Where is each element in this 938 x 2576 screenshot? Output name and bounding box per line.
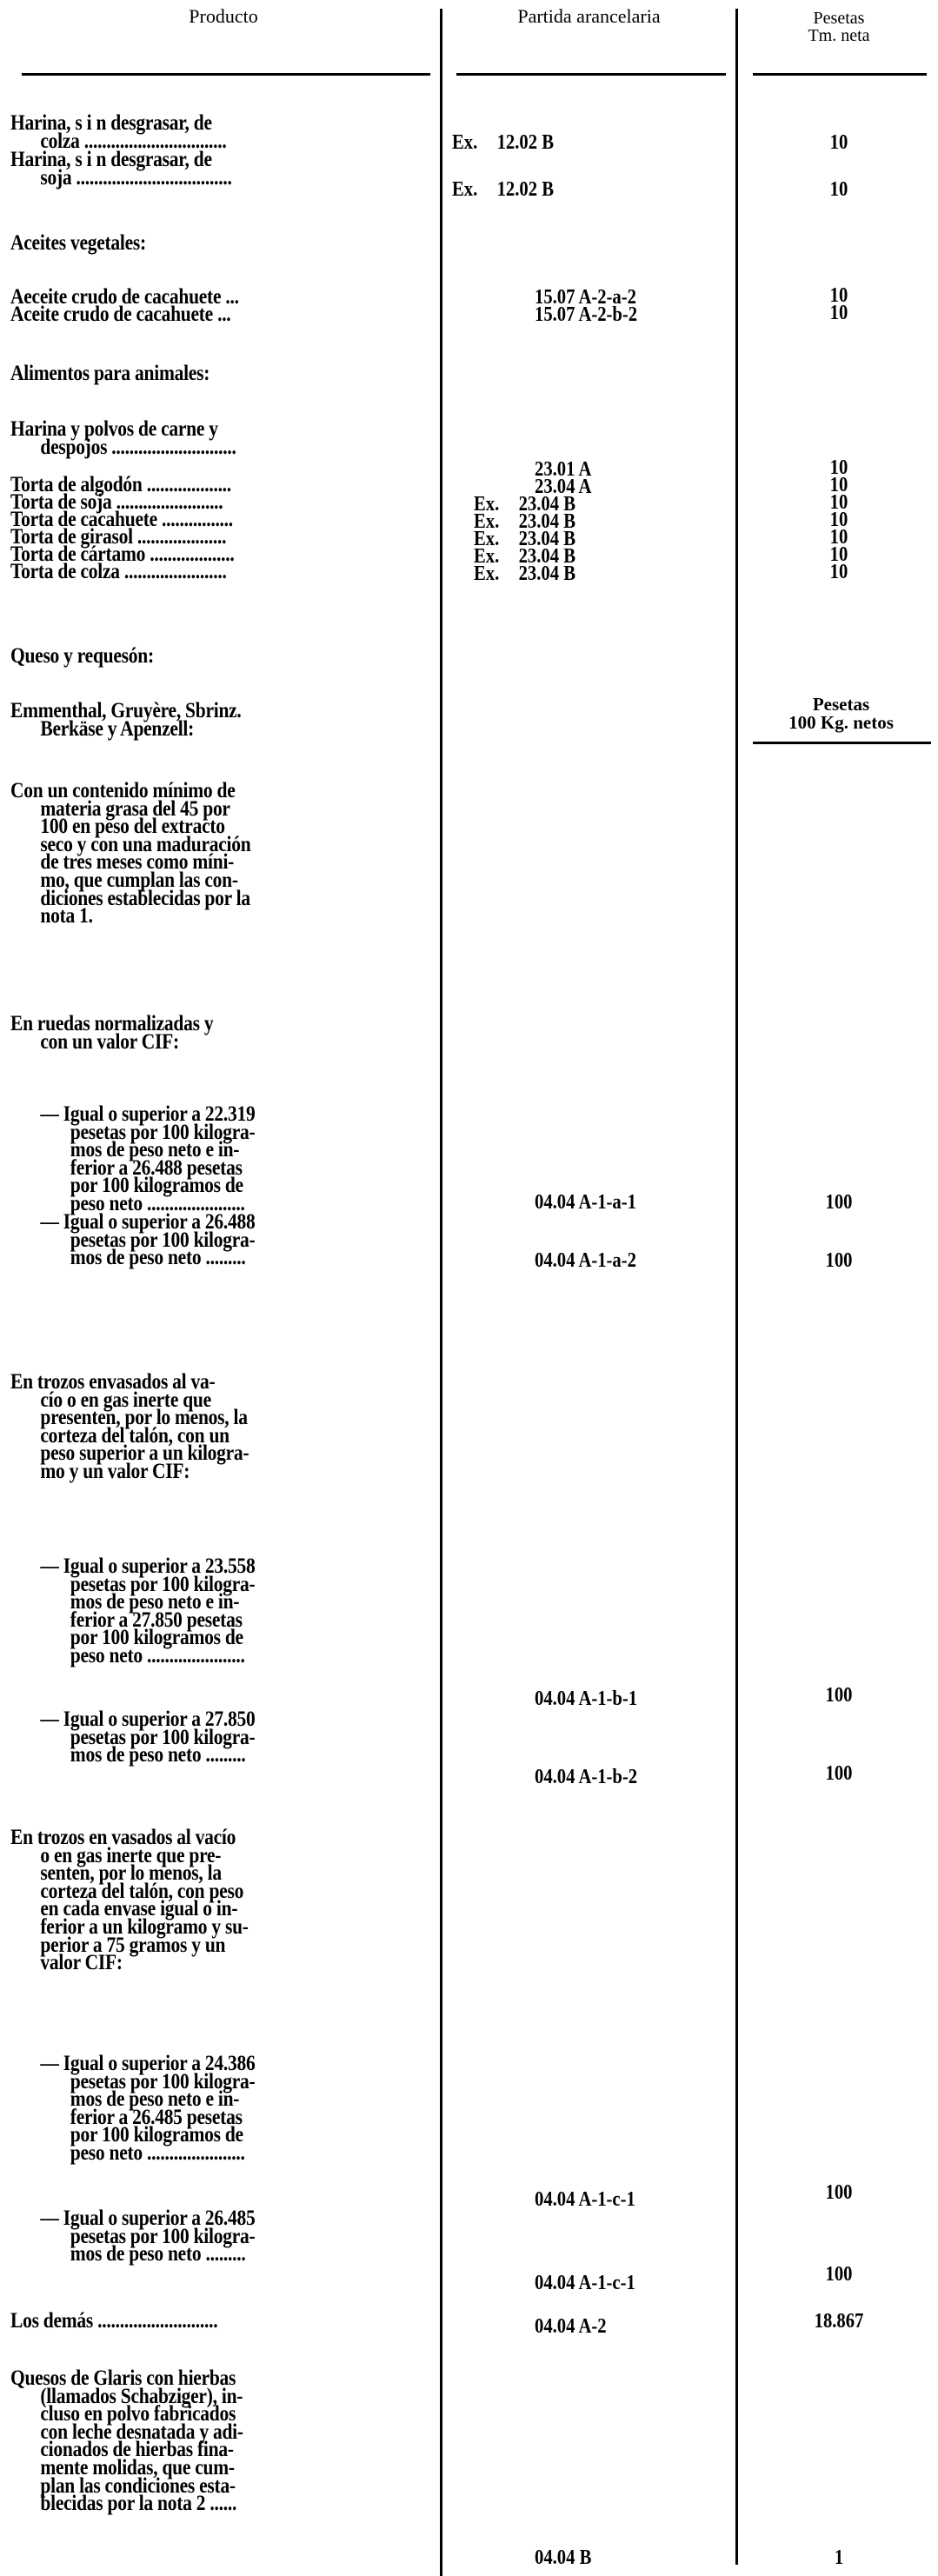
subheader-pesetas (748, 696, 935, 732)
description-block: Con un contenido mínimo de materia grasa del 45 por 100 en peso del extracto seco y con una maduración de tres meses como míni- mo, que cumplan las con- diciones establecidas por la nota 1. (10, 779, 251, 929)
value-cell: 100 (825, 2263, 853, 2286)
header-producto: Producto (189, 5, 258, 27)
product-cell: — Igual o superior a 22.319 pesetas por 100 kilogra- mos de peso neto e in- ferior a 26.488 pesetas por 100 kilogramos de peso neto ...................... (40, 1102, 256, 1215)
product-cell (10, 560, 376, 583)
section-heading: Aceites vegetales: (10, 231, 146, 255)
product-line: Torta de colza ....................... (10, 560, 227, 583)
partida-code: 04.04 A-2 (535, 2315, 607, 2338)
partida-code: 04.04 A-1-c-1 (535, 2272, 635, 2294)
product-line: Torta de soja ........................ (10, 490, 223, 514)
product-line: Harina y polvos de carne y (10, 417, 218, 441)
partida-cell (535, 2546, 774, 2569)
product-cell: Quesos de Glaris con hierbas (llamados Schabziger), in- cluso en polvo fabricados con leche desnatada y adi- cionados de hierbas fina- mente molidas, que cum- plan las condiciones esta- blecidas por la nota 2 ...... (10, 2366, 243, 2516)
value-cell: 10 (829, 131, 848, 154)
value-cell: 1 (834, 2546, 844, 2569)
partida-code: 23.04 B (518, 545, 575, 568)
partida-code: 23.04 B (518, 493, 575, 516)
header-pesetas-2: Tm. neta (808, 26, 870, 45)
value-cell: 100 (825, 1191, 853, 1214)
value-cell: 100 (825, 1762, 853, 1785)
product-cell: — Igual o superior a 27.850 pesetas por 100 kilogra- mos de peso neto ......... (40, 1707, 256, 1767)
partida-code: 23.04 B (518, 510, 575, 533)
partida-cell (535, 1687, 774, 1710)
partida-cell: Ex. 23.04 B (474, 562, 575, 585)
partida-cell: Ex. 23.04 B (474, 545, 575, 568)
column-divider-1 (440, 9, 442, 2576)
partida-code: 23.04 B (518, 562, 575, 585)
product-line: despojos ............................ (40, 435, 236, 459)
partida-code: 23.01 A (535, 458, 592, 481)
value-cell: 100 (825, 1684, 853, 1707)
header-rule-2 (456, 73, 726, 76)
value-cell: 10 (829, 509, 848, 531)
value-cell: 10 (829, 178, 848, 201)
partida-cell (535, 2274, 774, 2293)
product-line: Torta de cacahuete ................ (10, 508, 233, 531)
header-rule-3 (753, 73, 927, 76)
product-cell (10, 303, 376, 326)
value-cell: 10 (829, 302, 848, 324)
description-block: En ruedas normalizadas y con un valor CIF: (10, 1012, 214, 1054)
product-line: colza ................................ (40, 129, 227, 153)
partida-cell (535, 2188, 774, 2211)
partida-cell (535, 1249, 774, 1272)
product-line: Aeceite crudo de cacahuete ... (10, 285, 239, 309)
subheader-line1: Pesetas (812, 694, 870, 715)
partida-cell (535, 2315, 774, 2338)
ex-prefix: Ex. (452, 178, 478, 201)
partida-code: 15.07 A-2-b-2 (535, 303, 638, 326)
header-pesetas-1: Pesetas (813, 9, 865, 28)
value-cell: 10 (829, 561, 848, 583)
value-cell: 10 (829, 543, 848, 566)
value-cell: 100 (825, 2181, 853, 2204)
partida-code: 04.04 A-1-b-2 (535, 1766, 638, 1788)
column-divider-2 (735, 9, 738, 2565)
partida-cell (535, 303, 774, 326)
subheader-line2: 100 Kg. netos (788, 712, 894, 733)
partida-code: 12.02 B (496, 178, 554, 201)
value-cell: 10 (829, 526, 848, 549)
partida-cell: Ex. 23.04 B (474, 510, 575, 533)
partida-cell (535, 1768, 774, 1787)
partida-cell: Ex. 23.04 B (474, 493, 575, 516)
partida-code: 23.04 A (535, 476, 592, 498)
product-cell: — Igual o superior a 26.485 pesetas por 100 kilogra- mos de peso neto ......... (40, 2207, 256, 2266)
product-cell: Los demás ........................... (10, 2309, 218, 2333)
partida-cell (535, 1191, 774, 1214)
partida-code: 04.04 A-1-a-2 (535, 1249, 636, 1272)
section-heading: Emmenthal, Gruyère, Sbrinz. Berkäse y Apenzell: (10, 699, 242, 741)
product-cell: — Igual o superior a 24.386 pesetas por 100 kilogra- mos de peso neto e in- ferior a 26.485 pesetas por 100 kilogramos de peso neto ...................... (40, 2052, 256, 2165)
value-cell: 10 (829, 474, 848, 496)
value-cell: 10 (829, 284, 848, 307)
section-heading: Alimentos para animales: (10, 362, 210, 385)
partida-code: 04.04 B (535, 2546, 592, 2569)
product-line: Aceite crudo de cacahuete ... (10, 303, 231, 326)
header-rule-1 (22, 73, 430, 76)
product-cell (10, 111, 376, 153)
product-line: Harina, s i n desgrasar, de (10, 148, 212, 171)
product-line: Torta de cártamo ................... (10, 542, 235, 566)
partida-code: 12.02 B (496, 131, 554, 154)
ex-prefix: Ex. (452, 131, 478, 154)
subheader-rule (753, 742, 931, 744)
description-block: En trozos en vasados al vacío o en gas inerte que pre- senten, por lo menos, la corteza del talón, con peso en cada envase igual o in- ferior a un kilogramo y su- perior a 75 gramos y un valor CIF: (10, 1826, 249, 1975)
header-partida: Partida arancelaria (517, 5, 661, 27)
product-line: Torta de algodón ................... (10, 473, 231, 496)
description-block: En trozos envasados al va- cío o en gas inerte que presenten, por lo menos, la corteza del talón, con un peso superior a un kilogra- mo y un valor CIF: (10, 1370, 249, 1483)
partida-code: 23.04 B (518, 528, 575, 550)
value-cell: 10 (829, 456, 848, 479)
value-cell: 100 (825, 1249, 853, 1272)
product-cell: — Igual o superior a 23.558 pesetas por 100 kilogra- mos de peso neto e in- ferior a 27.850 pesetas por 100 kilogramos de peso neto ...................... (40, 1554, 256, 1667)
product-cell (10, 417, 376, 459)
partida-code: 04.04 A-1-c-1 (535, 2188, 635, 2211)
value-cell: 10 (829, 491, 848, 514)
product-line: soja ................................... (40, 165, 232, 190)
product-cell: — Igual o superior a 26.488 pesetas por 100 kilogra- mos de peso neto ......... (40, 1210, 256, 1270)
partida-code: 04.04 A-1-a-1 (535, 1191, 636, 1214)
product-line: Torta de girasol .................... (10, 525, 227, 549)
product-line: Harina, s i n desgrasar, de (10, 111, 212, 135)
partida-code: 15.07 A-2-a-2 (535, 286, 636, 309)
partida-cell: Ex. 23.04 B (474, 528, 575, 550)
product-cell (10, 148, 376, 190)
partida-code: 04.04 A-1-b-1 (535, 1687, 638, 1710)
value-cell: 18.867 (814, 2310, 864, 2333)
partida-cell (452, 131, 691, 154)
partida-cell (452, 178, 691, 201)
section-heading: Queso y requesón: (10, 644, 154, 668)
